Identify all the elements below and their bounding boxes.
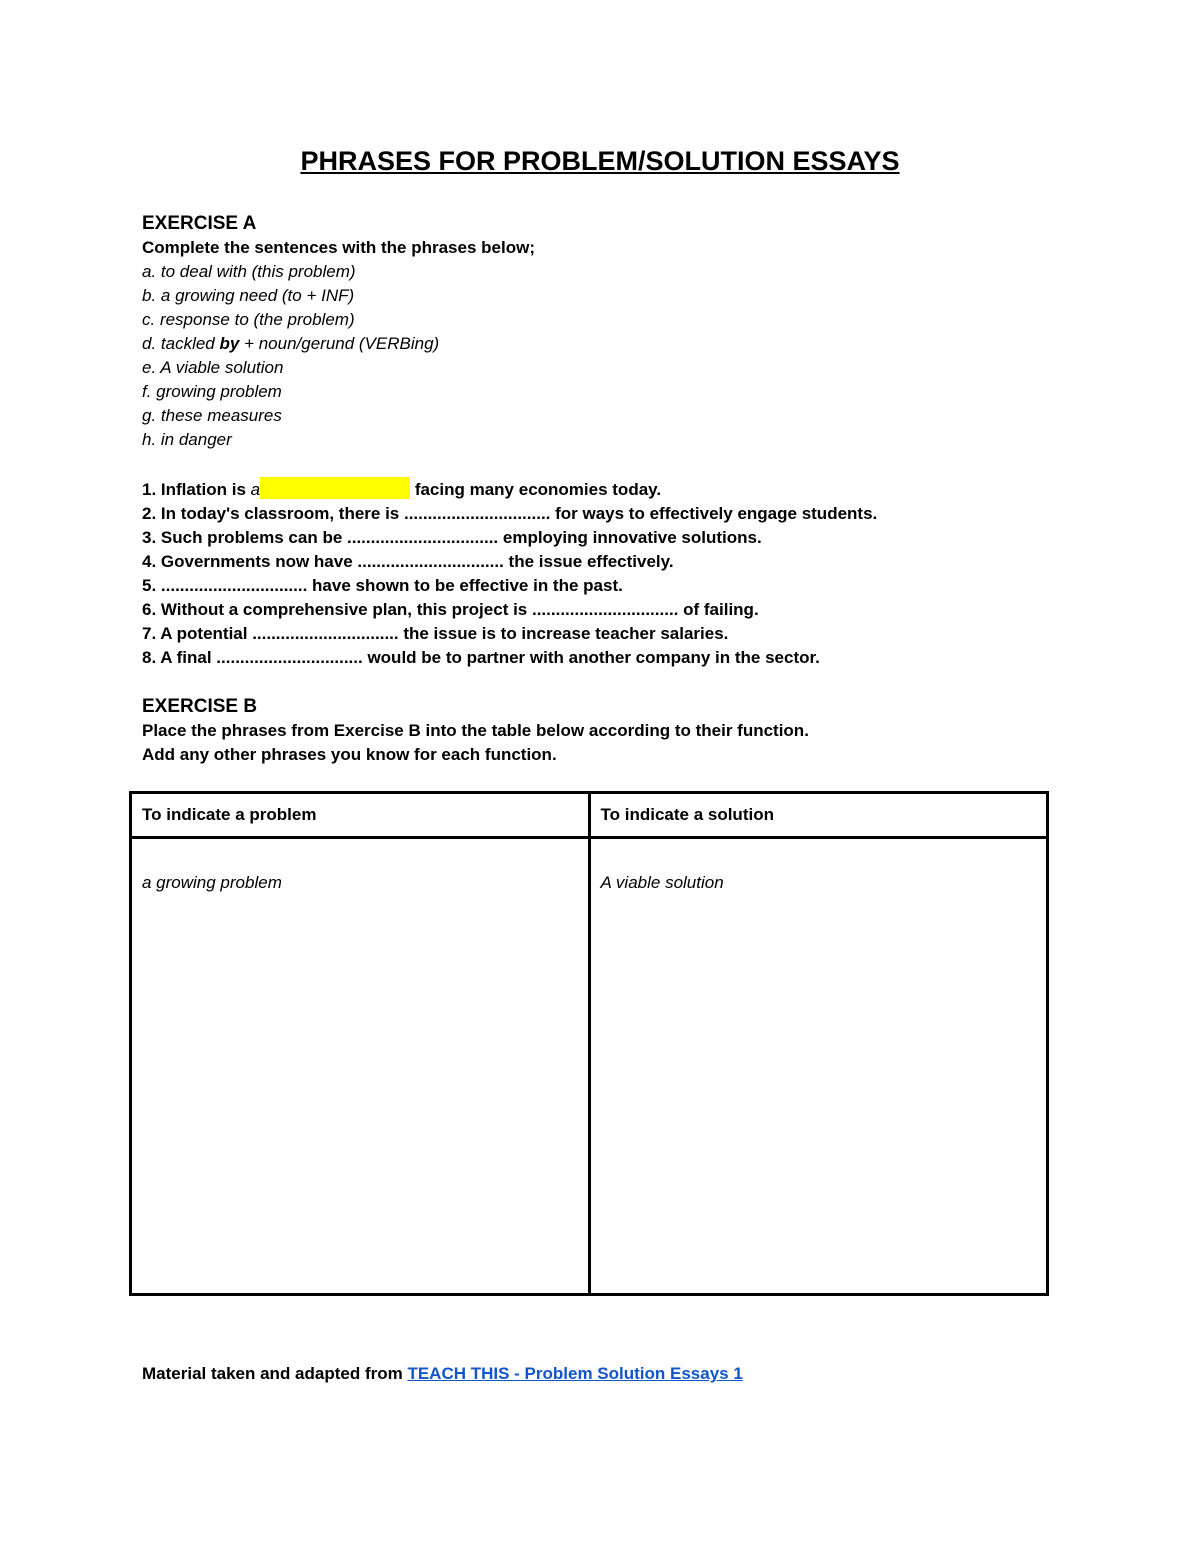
exercise-b-instruction-1: Place the phrases from Exercise B into the table below according to their function. [142,721,809,740]
solution-column-header: To indicate a solution [589,793,1048,838]
phrase-item: f. growing problem [142,382,282,401]
source-credit-text: Material taken and adapted from [142,1364,408,1383]
highlighted-blank[interactable] [260,477,410,499]
exercise-b-section [142,695,1102,767]
sentence-6: 6. Without a comprehensive plan, this project is ............................... of failing. [142,600,759,619]
sentence-4: 4. Governments now have ............................... the issue effectively. [142,552,674,571]
solution-cell[interactable]: A viable solution [589,838,1048,1295]
sentence-list [142,477,1102,670]
table-header-row [131,793,1048,838]
problem-column-header: To indicate a problem [131,793,590,838]
phrase-list [142,260,1102,452]
phrase-item: g. these measures [142,406,282,425]
phrase-item: b. a growing need (to + INF) [142,286,355,305]
sentence-2: 2. In today's classroom, there is ............................... for ways to effectively engage students. [142,504,878,523]
table-row [131,838,1048,1295]
phrase-item: a. to deal with (this problem) [142,262,356,281]
sentence-7: 7. A potential ............................... the issue is to increase teacher salaries. [142,624,729,643]
sentence-1: 1. Inflation is a facing many economies today. [142,477,1102,502]
function-table [129,791,1049,1296]
answer-text: a [250,480,261,499]
phrase-item: h. in danger [142,430,232,449]
phrase-item: c. response to (the problem) [142,310,355,329]
source-credit [142,1364,743,1384]
page-title: PHRASES FOR PROBLEM/SOLUTION ESSAYS [300,146,900,176]
exercise-b-heading: EXERCISE B [142,696,258,717]
source-link[interactable]: TEACH THIS - Problem Solution Essays 1 [407,1364,743,1383]
exercise-a-heading: EXERCISE A [142,213,257,234]
problem-cell[interactable]: a growing problem [131,838,590,1295]
phrase-item: d. tackled by + noun/gerund (VERBing) [142,334,440,353]
sentence-3: 3. Such problems can be ................................ employing innovative solutions. [142,528,762,547]
phrase-item: e. A viable solution [142,358,284,377]
exercise-a-section [142,212,1102,452]
sentence-8: 8. A final ............................... would be to partner with another company in the sector. [142,648,820,667]
sentence-5: 5. ............................... have shown to be effective in the past. [142,576,623,595]
exercise-a-instruction: Complete the sentences with the phrases below; [142,238,535,257]
exercise-b-instruction-2: Add any other phrases you know for each function. [142,745,557,764]
